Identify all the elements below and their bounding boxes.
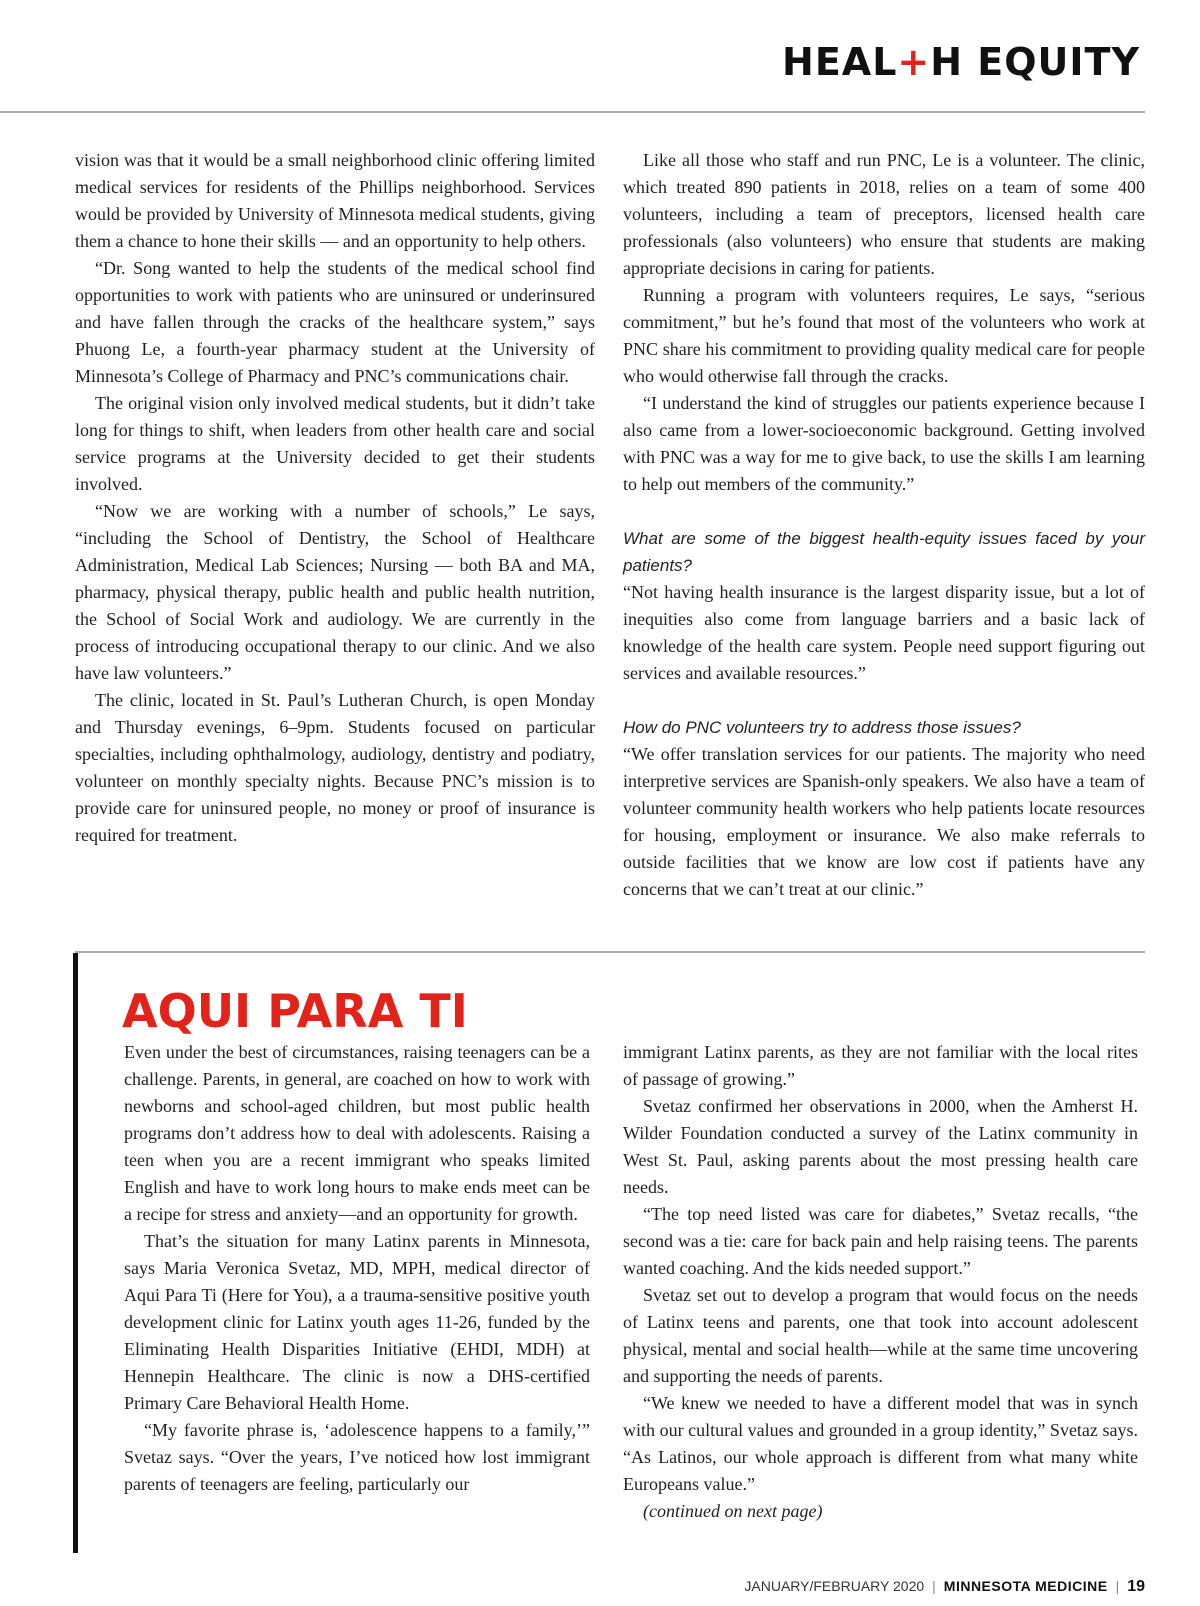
header-divider <box>0 111 1145 113</box>
logo-text-heal: HEAL <box>782 40 898 84</box>
article-paragraph: The clinic, located in St. Paul’s Lutheran Church, is open Monday and Thursday evenings, 6–9pm. Students focused on particular specialties, including ophthalmology, audiology, dentistry and podiatry, volunteer on monthly specialty nights. Because PNC’s mission is to provide care for uninsured people, no money or proof of insurance is required for treatment. <box>75 690 595 845</box>
sidebar-column-right <box>623 1039 1138 1525</box>
article-paragraph: Like all those who staff and run PNC, Le is a volunteer. The clinic, which treated 890 patients in 2018, relies on a team of some 400 volunteers, including a team of preceptors, licensed health care professionals (also volunteers) who ensure that students are making appropriate decisions in caring for patients. <box>623 150 1145 278</box>
interview-answer: “We offer translation services for our patients. The majority who need interpretive services are Spanish-only speakers. We also have a team of volunteer community health workers who help patients locate resources for housing, employment or insurance. We also make referrals to outside facilities that we know are low cost if patients have any concerns that we can’t treat at our clinic.” <box>623 744 1145 899</box>
article-column-right <box>623 147 1145 903</box>
sidebar-column-left <box>124 1039 590 1498</box>
issue-date: JANUARY/FEBRUARY 2020 <box>744 1578 925 1594</box>
article-paragraph: The original vision only involved medical students, but it didn’t take long for things to shift, when leaders from other health care and social service programs at the University decided to get their students involved. <box>75 393 595 494</box>
sidebar-paragraph: “We knew we needed to have a different model that was in synch with our cultural values and grounded in a group identity,” Svetaz says. “As Latinos, our whole approach is different from what many white Europeans value.” <box>623 1393 1138 1494</box>
sidebar-paragraph: That’s the situation for many Latinx parents in Minnesota, says Maria Veronica Svetaz, MD, MPH, medical director of Aqui Para Ti (Here for You), a a trauma-sensitive positive youth development clinic for Latinx youth ages 11-26, funded by the Eliminating Health Disparities Initiative (EHDI, MDH) at Hennepin Healthcare. The clinic is now a DHS-certified Primary Care Behavioral Health Home. <box>124 1231 590 1413</box>
continued-note: (continued on next page) <box>643 1501 823 1521</box>
logo-text-h-equity: H EQUITY <box>930 40 1140 84</box>
interview-question: How do PNC volunteers try to address those issues? <box>623 718 1021 737</box>
sidebar-top-divider <box>75 951 1145 953</box>
footer-separator: | <box>1115 1578 1120 1594</box>
article-paragraph: vision was that it would be a small neighborhood clinic offering limited medical services for residents of the Phillips neighborhood. Services would be provided by University of Minnesota medical students, giving them a chance to hone their skills — and an opportunity to help others. <box>75 150 595 251</box>
article-paragraph: “I understand the kind of struggles our patients experience because I also came from a lower-socioeconomic background. Getting involved with PNC was a way for me to give back, to use the skills I am learning to help out members of the community.” <box>623 393 1145 494</box>
sidebar-paragraph: Even under the best of circumstances, raising teenagers can be a challenge. Parents, in general, are coached on how to work with newborns and school-aged children, but most public health programs don’t address how to deal with adolescents. Raising a teen when you are a recent immigrant who speaks limited English and have to work long hours to make ends meet can be a recipe for stress and anxiety—and an opportunity for growth. <box>124 1042 590 1224</box>
sidebar-title: AQUI PARA TI <box>122 984 468 1038</box>
magazine-name: MINNESOTA MEDICINE <box>943 1578 1108 1594</box>
article-paragraph: Running a program with volunteers requires, Le says, “serious commitment,” but he’s found that most of the volunteers who work at PNC share his commitment to providing quality medical care for people who would otherwise fall through the cracks. <box>623 285 1145 386</box>
page-number: 19 <box>1127 1578 1145 1595</box>
logo-plus-mark: + <box>897 40 931 84</box>
article-paragraph: “Now we are working with a number of schools,” Le says, “including the School of Dentistry, the School of Healthcare Administration, Medical Lab Sciences; Nursing — both BA and MA, pharmacy, physical therapy, public health and public health nutrition, the School of Social Work and audiology. We are currently in the process of introducing occupational therapy to our clinic. And we also have law volunteers.” <box>75 501 595 683</box>
sidebar-accent-bar <box>73 953 78 1553</box>
sidebar-paragraph: Svetaz set out to develop a program that would focus on the needs of Latinx teens and parents, one that took into account adolescent physical, mental and social health—while at the same time uncovering and supporting the needs of parents. <box>623 1285 1138 1386</box>
page-footer <box>744 1578 1145 1596</box>
interview-question: What are some of the biggest health-equity issues faced by your patients? <box>623 529 1145 575</box>
health-equity-section-logo <box>782 40 1140 84</box>
article-paragraph: “Dr. Song wanted to help the students of the medical school find opportunities to work with patients who are uninsured or underinsured and have fallen through the cracks of the healthcare system,” says Phuong Le, a fourth-year pharmacy student at the University of Minnesota’s College of Pharmacy and PNC’s communications chair. <box>75 258 595 386</box>
interview-answer: “Not having health insurance is the largest disparity issue, but a lot of inequities also come from language barriers and a basic lack of knowledge of the health care system. People need support figuring out services and available resources.” <box>623 582 1145 683</box>
article-column-left <box>75 147 595 849</box>
sidebar-paragraph: immigrant Latinx parents, as they are not familiar with the local rites of passage of growing.” <box>623 1042 1138 1089</box>
footer-separator: | <box>932 1578 936 1594</box>
sidebar-paragraph: “My favorite phrase is, ‘adolescence happens to a family,’” Svetaz says. “Over the years, I’ve noticed how lost immigrant parents of teenagers are feeling, particularly our <box>124 1420 590 1494</box>
sidebar-paragraph: Svetaz confirmed her observations in 2000, when the Amherst H. Wilder Foundation conducted a survey of the Latinx community in West St. Paul, asking parents about the most pressing health care needs. <box>623 1096 1138 1197</box>
sidebar-paragraph: “The top need listed was care for diabetes,” Svetaz recalls, “the second was a tie: care for back pain and help raising teens. The parents wanted coaching. And the kids needed support.” <box>623 1204 1138 1278</box>
